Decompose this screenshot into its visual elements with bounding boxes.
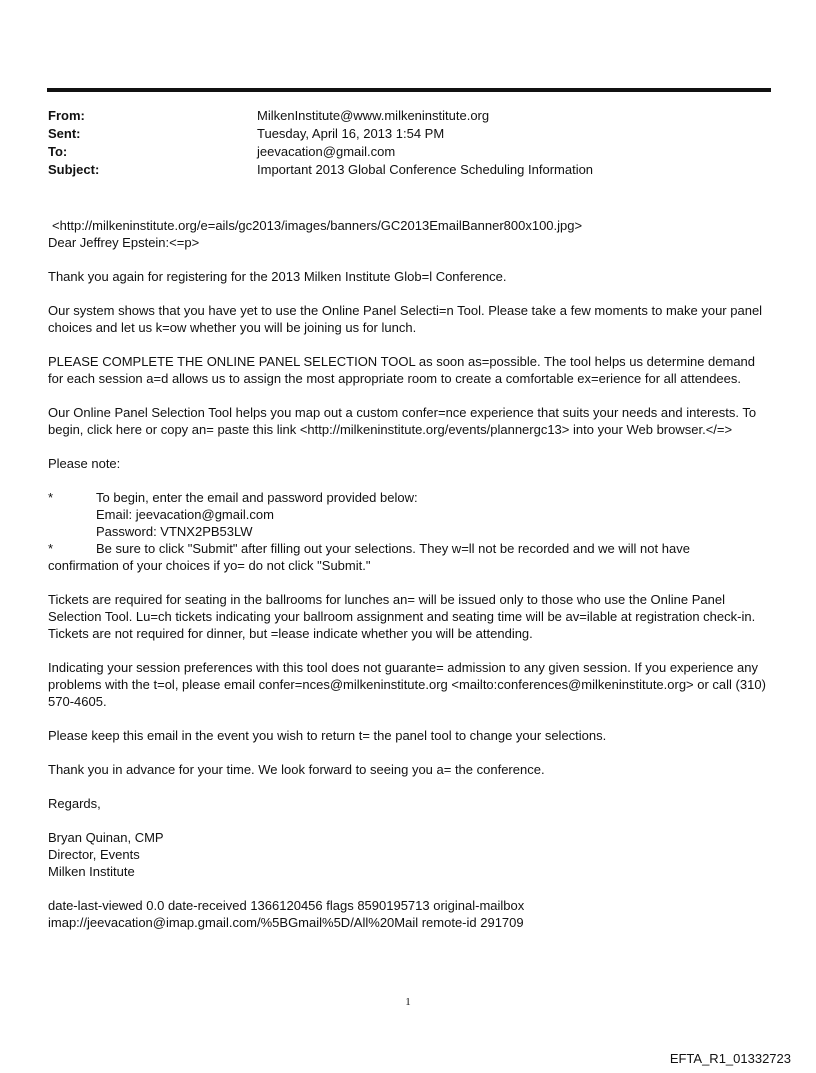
- paragraph-3: PLEASE COMPLETE THE ONLINE PANEL SELECTION TOOL as soon as=possible. The tool helps us determine demand for each session a=d allows us to assign the most appropriate room to create a comfortable ex=erience for all attendees.: [48, 354, 756, 386]
- banner-link: <http://milkeninstitute.org/e=ails/gc2013/images/banners/GC2013EmailBanner800x100.jpg>: [52, 218, 583, 233]
- signature-org: Milken Institute: [48, 864, 135, 879]
- to-label: To:: [48, 144, 68, 159]
- sent-value: Tuesday, April 16, 2013 1:54 PM: [257, 126, 445, 141]
- sent-label: Sent:: [48, 126, 81, 141]
- bullet-1: [48, 489, 772, 506]
- email-body: [48, 217, 772, 931]
- note-heading: Please note:: [48, 456, 121, 471]
- bullet-1-password: Password: VTNX2PB53LW: [96, 524, 253, 539]
- from-value: MilkenInstitute@www.milkeninstitute.org: [257, 108, 490, 123]
- from-label: From:: [48, 108, 85, 123]
- metadata-line-1: date-last-viewed 0.0 date-received 1366120456 flags 8590195713 original-mailbox: [48, 898, 525, 913]
- to-row: [48, 143, 768, 161]
- paragraph-7: Please keep this email in the event you wish to return t= the panel tool to change your selections.: [48, 728, 607, 743]
- sent-row: [48, 125, 768, 143]
- subject-label: Subject:: [48, 162, 100, 177]
- metadata-line-2: imap://jeevacation@imap.gmail.com/%5BGmail%5D/All%20Mail remote-id 291709: [48, 915, 524, 930]
- paragraph-6: Indicating your session preferences with this tool does not guarante= admission to any given session. If you experience any problems with the t=ol, please email confer=nces@milkeninstitute.org <mailto:conferences@milkeninstitute.org> or call (310) 570-4605.: [48, 660, 766, 709]
- closing: Regards,: [48, 796, 101, 811]
- signature-name: Bryan Quinan, CMP: [48, 830, 164, 845]
- bates-number: EFTA_R1_01332723: [669, 1051, 791, 1066]
- bullet-mark: *: [48, 490, 54, 505]
- bullet-1-email: Email: jeevacation@gmail.com: [96, 507, 274, 522]
- bullet-2-continuation: confirmation of your choices if yo= do not click "Submit.": [48, 558, 371, 573]
- page-number: 1: [405, 996, 411, 1008]
- bullet-1-text: To begin, enter the email and password provided below:: [96, 490, 418, 505]
- paragraph-1: Thank you again for registering for the 2013 Milken Institute Glob=l Conference.: [48, 269, 507, 284]
- from-row: [48, 107, 768, 125]
- bullet-mark: *: [48, 541, 54, 556]
- paragraph-5: Tickets are required for seating in the ballrooms for lunches an= will be issued only to those who use the Online Panel Selection Tool. Lu=ch tickets indicating your ballroom assignment and seating time will be av=ilable at registration check-in. Tickets are not required for dinner, but =lease indicate whether you will be attending.: [48, 592, 756, 641]
- header-rule: [47, 88, 771, 92]
- bullet-2-text: Be sure to click "Submit" after filling out your selections. They w=ll not be recorded and we will not have: [96, 541, 690, 556]
- to-value: jeevacation@gmail.com: [257, 144, 396, 159]
- paragraph-2: Our system shows that you have yet to use the Online Panel Selecti=n Tool. Please take a few moments to make your panel choices and let us k=ow whether you will be joining us for lunch.: [48, 303, 763, 335]
- paragraph-4: Our Online Panel Selection Tool helps you map out a custom confer=nce experience that suits your needs and interests. To begin, click here or copy an= paste this link <http://milkeninstitute.org/events/plannergc13> into your Web browser.</=>: [48, 405, 757, 437]
- subject-row: [48, 161, 768, 179]
- signature-title: Director, Events: [48, 847, 140, 862]
- greeting: Dear Jeffrey Epstein:<=p>: [48, 235, 200, 250]
- email-header: [48, 107, 768, 179]
- subject-value: Important 2013 Global Conference Scheduling Information: [257, 162, 594, 177]
- bullet-2: [48, 540, 772, 557]
- paragraph-8: Thank you in advance for your time. We look forward to seeing you a= the conference.: [48, 762, 545, 777]
